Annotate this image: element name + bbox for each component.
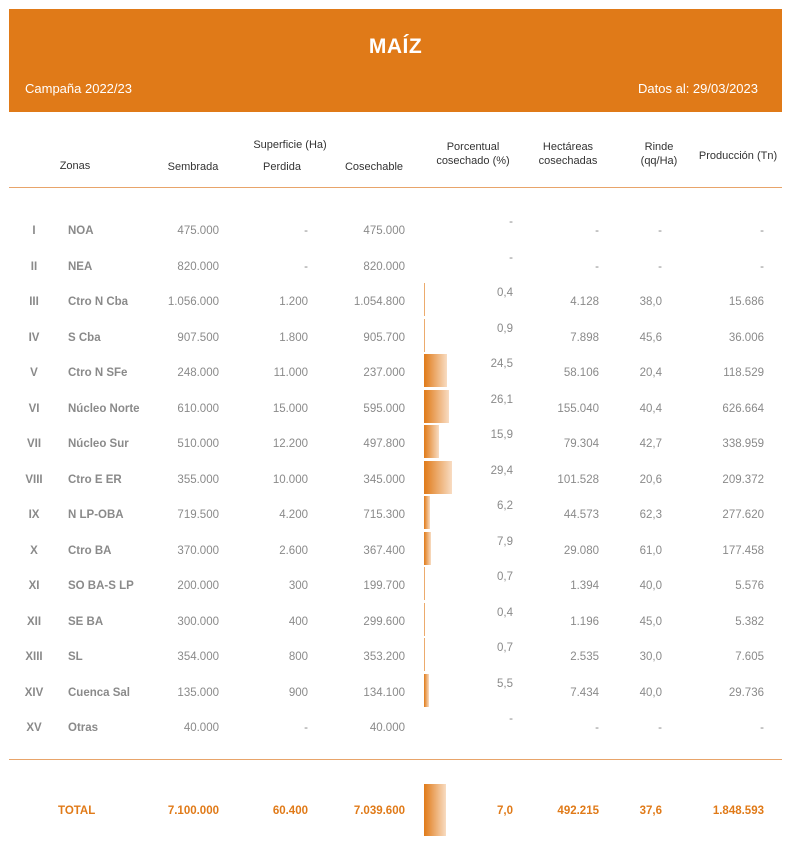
total-divider <box>9 759 782 760</box>
row-perdida: 2.600 <box>279 545 308 557</box>
row-produccion: - <box>760 261 764 273</box>
row-produccion: 7.605 <box>735 651 764 663</box>
row-pct-bar <box>424 532 431 565</box>
row-rinde: 40,4 <box>639 403 662 415</box>
total-pct-bar <box>424 784 446 836</box>
col-hectareas-line1: Hectáreas <box>542 141 594 153</box>
row-pct: 15,9 <box>490 429 513 441</box>
row-hectareas: - <box>595 261 599 273</box>
row-cosechable: 134.100 <box>363 687 405 699</box>
col-porcentual-line2: cosechado (%) <box>436 155 510 167</box>
row-zona: Cuenca Sal <box>68 687 130 699</box>
row-sembrada: 370.000 <box>177 545 219 557</box>
row-roman: I <box>32 225 36 237</box>
row-sembrada: 300.000 <box>177 616 219 628</box>
row-perdida: 900 <box>288 687 308 699</box>
row-sembrada: 907.500 <box>177 332 219 344</box>
row-pct: 5,5 <box>497 678 513 690</box>
row-sembrada: 355.000 <box>177 474 219 486</box>
row-cosechable: 497.800 <box>363 438 405 450</box>
row-rinde: 20,4 <box>639 367 662 379</box>
row-rinde: 38,0 <box>639 296 662 308</box>
row-pct: 26,1 <box>490 394 513 406</box>
row-perdida: 4.200 <box>279 509 308 521</box>
row-pct: 0,7 <box>497 642 513 654</box>
row-rinde: 61,0 <box>639 545 662 557</box>
row-perdida: 400 <box>288 616 308 628</box>
row-perdida: - <box>304 722 308 734</box>
data-date-label: Datos al: 29/03/2023 <box>638 81 758 96</box>
row-sembrada: 510.000 <box>177 438 219 450</box>
row-hectareas: 29.080 <box>563 545 599 557</box>
row-perdida: 1.800 <box>279 332 308 344</box>
row-cosechable: 715.300 <box>363 509 405 521</box>
row-rinde: - <box>658 225 662 237</box>
row-perdida: 800 <box>288 651 308 663</box>
row-zona: Otras <box>68 722 99 734</box>
row-zona: Núcleo Norte <box>68 403 140 415</box>
row-hectareas: 79.304 <box>563 438 599 450</box>
row-hectareas: 1.196 <box>570 616 599 628</box>
row-pct: - <box>509 252 513 264</box>
row-roman: VII <box>26 438 42 450</box>
row-pct: 0,9 <box>497 323 513 335</box>
row-cosechable: 40.000 <box>369 722 405 734</box>
row-pct-bar <box>424 567 425 600</box>
row-cosechable: 595.000 <box>363 403 405 415</box>
row-rinde: 42,7 <box>639 438 662 450</box>
row-produccion: 209.372 <box>722 474 764 486</box>
col-hectareas-line2: cosechadas <box>538 155 598 167</box>
row-roman: V <box>30 367 38 379</box>
row-zona: S Cba <box>68 332 101 344</box>
row-zona: N LP-OBA <box>68 509 124 521</box>
row-roman: XIV <box>24 687 44 699</box>
row-produccion: 626.664 <box>722 403 764 415</box>
row-sembrada: 200.000 <box>177 580 219 592</box>
row-cosechable: 237.000 <box>363 367 405 379</box>
total-cosechable: 7.039.600 <box>353 805 405 817</box>
col-zonas: Zonas <box>59 160 91 172</box>
row-sembrada: 820.000 <box>177 261 219 273</box>
row-pct-bar <box>424 674 429 707</box>
campaign-label: Campaña 2022/23 <box>25 81 132 96</box>
row-zona: Ctro N SFe <box>68 367 128 379</box>
row-rinde: - <box>658 722 662 734</box>
row-rinde: 40,0 <box>639 580 662 592</box>
total-perdida: 60.400 <box>272 805 308 817</box>
row-rinde: 20,6 <box>639 474 662 486</box>
row-roman: XV <box>26 722 42 734</box>
page-title: MAÍZ <box>368 35 423 58</box>
row-cosechable: 905.700 <box>363 332 405 344</box>
row-sembrada: 475.000 <box>177 225 219 237</box>
row-pct: 7,9 <box>497 536 513 548</box>
total-label: TOTAL <box>58 805 96 817</box>
row-sembrada: 610.000 <box>177 403 219 415</box>
row-roman: VIII <box>25 474 43 486</box>
row-rinde: - <box>658 261 662 273</box>
row-rinde: 45,6 <box>639 332 662 344</box>
row-cosechable: 475.000 <box>363 225 405 237</box>
row-pct: - <box>509 216 513 228</box>
row-cosechable: 199.700 <box>363 580 405 592</box>
row-hectareas: 44.573 <box>563 509 599 521</box>
row-roman: III <box>29 296 39 308</box>
row-sembrada: 248.000 <box>177 367 219 379</box>
page-header <box>9 9 782 112</box>
row-hectareas: 101.528 <box>557 474 599 486</box>
row-pct-bar <box>424 638 425 671</box>
row-rinde: 45,0 <box>639 616 662 628</box>
row-sembrada: 1.056.000 <box>167 296 219 308</box>
row-perdida: 11.000 <box>273 367 308 379</box>
col-rinde-line2: (qq/Ha) <box>640 155 678 167</box>
row-perdida: 1.200 <box>279 296 308 308</box>
row-hectareas: 1.394 <box>570 580 599 592</box>
total-pct: 7,0 <box>497 805 513 817</box>
row-perdida: - <box>304 225 308 237</box>
row-pct-bar <box>424 425 439 458</box>
row-cosechable: 353.200 <box>363 651 405 663</box>
row-roman: XIII <box>25 651 43 663</box>
row-zona: Ctro BA <box>68 545 112 557</box>
row-produccion: 36.006 <box>728 332 764 344</box>
header-divider <box>9 187 782 188</box>
row-cosechable: 345.000 <box>363 474 405 486</box>
row-pct: 0,4 <box>497 287 513 299</box>
row-zona: Ctro N Cba <box>68 296 129 308</box>
col-porcentual-line1: Porcentual <box>446 141 500 153</box>
total-hectareas: 492.215 <box>557 805 599 817</box>
col-produccion: Producción (Tn) <box>698 150 778 162</box>
row-hectareas: - <box>595 722 599 734</box>
row-sembrada: 719.500 <box>177 509 219 521</box>
row-pct: 6,2 <box>497 500 513 512</box>
row-hectareas: 7.434 <box>570 687 599 699</box>
row-roman: II <box>30 261 38 273</box>
row-hectareas: 58.106 <box>563 367 599 379</box>
row-hectareas: 4.128 <box>570 296 599 308</box>
col-rinde-line1: Rinde <box>644 141 674 153</box>
row-rinde: 40,0 <box>639 687 662 699</box>
row-roman: VI <box>28 403 40 415</box>
row-roman: X <box>30 545 38 557</box>
row-hectareas: 2.535 <box>570 651 599 663</box>
row-hectareas: 155.040 <box>557 403 599 415</box>
total-rinde: 37,6 <box>639 805 662 817</box>
row-cosechable: 820.000 <box>363 261 405 273</box>
row-roman: XI <box>28 580 40 592</box>
row-cosechable: 367.400 <box>363 545 405 557</box>
total-sembrada: 7.100.000 <box>167 805 219 817</box>
row-roman: XII <box>26 616 42 628</box>
row-pct-bar <box>424 496 430 529</box>
row-zona: NOA <box>68 225 94 237</box>
row-produccion: - <box>760 225 764 237</box>
row-produccion: 29.736 <box>728 687 764 699</box>
row-sembrada: 354.000 <box>177 651 219 663</box>
row-pct-bar <box>424 354 447 387</box>
col-porcentual <box>425 140 521 168</box>
col-sembrada: Sembrada <box>167 161 219 173</box>
row-perdida: 10.000 <box>272 474 308 486</box>
row-perdida: 300 <box>288 580 308 592</box>
row-perdida: 12.200 <box>272 438 308 450</box>
row-sembrada: 135.000 <box>177 687 219 699</box>
row-pct: 29,4 <box>490 465 513 477</box>
row-pct-bar <box>424 319 425 352</box>
row-produccion: 338.959 <box>722 438 764 450</box>
total-produccion: 1.848.593 <box>712 805 764 817</box>
row-hectareas: - <box>595 225 599 237</box>
row-produccion: - <box>760 722 764 734</box>
row-pct-bar <box>424 283 425 316</box>
col-rinde <box>628 140 690 168</box>
row-perdida: 15.000 <box>272 403 308 415</box>
col-cosechable: Cosechable <box>344 161 404 173</box>
row-pct-bar <box>424 603 425 636</box>
row-hectareas: 7.898 <box>570 332 599 344</box>
row-produccion: 5.576 <box>735 580 764 592</box>
row-zona: Núcleo Sur <box>68 438 129 450</box>
row-rinde: 30,0 <box>639 651 662 663</box>
row-zona: SL <box>68 651 83 663</box>
row-produccion: 177.458 <box>722 545 764 557</box>
row-zona: SE BA <box>68 616 104 628</box>
col-perdida: Perdida <box>263 161 301 173</box>
row-sembrada: 40.000 <box>183 722 219 734</box>
row-produccion: 118.529 <box>723 367 764 379</box>
row-produccion: 5.382 <box>735 616 764 628</box>
row-produccion: 15.686 <box>728 296 764 308</box>
col-hectareas <box>528 140 608 168</box>
row-cosechable: 1.054.800 <box>353 296 405 308</box>
row-roman: IX <box>28 509 40 521</box>
row-produccion: 277.620 <box>722 509 764 521</box>
row-pct: 0,7 <box>497 571 513 583</box>
row-pct-bar <box>424 461 452 494</box>
row-zona: Ctro E ER <box>68 474 122 486</box>
row-pct: 0,4 <box>497 607 513 619</box>
row-pct: - <box>509 713 513 725</box>
row-cosechable: 299.600 <box>363 616 405 628</box>
row-zona: NEA <box>68 261 93 273</box>
row-pct: 24,5 <box>490 358 513 370</box>
row-rinde: 62,3 <box>639 509 662 521</box>
col-superficie: Superficie (Ha) <box>253 139 327 151</box>
row-roman: IV <box>28 332 40 344</box>
row-zona: SO BA-S LP <box>68 580 134 592</box>
row-pct-bar <box>424 390 449 423</box>
row-perdida: - <box>304 261 308 273</box>
